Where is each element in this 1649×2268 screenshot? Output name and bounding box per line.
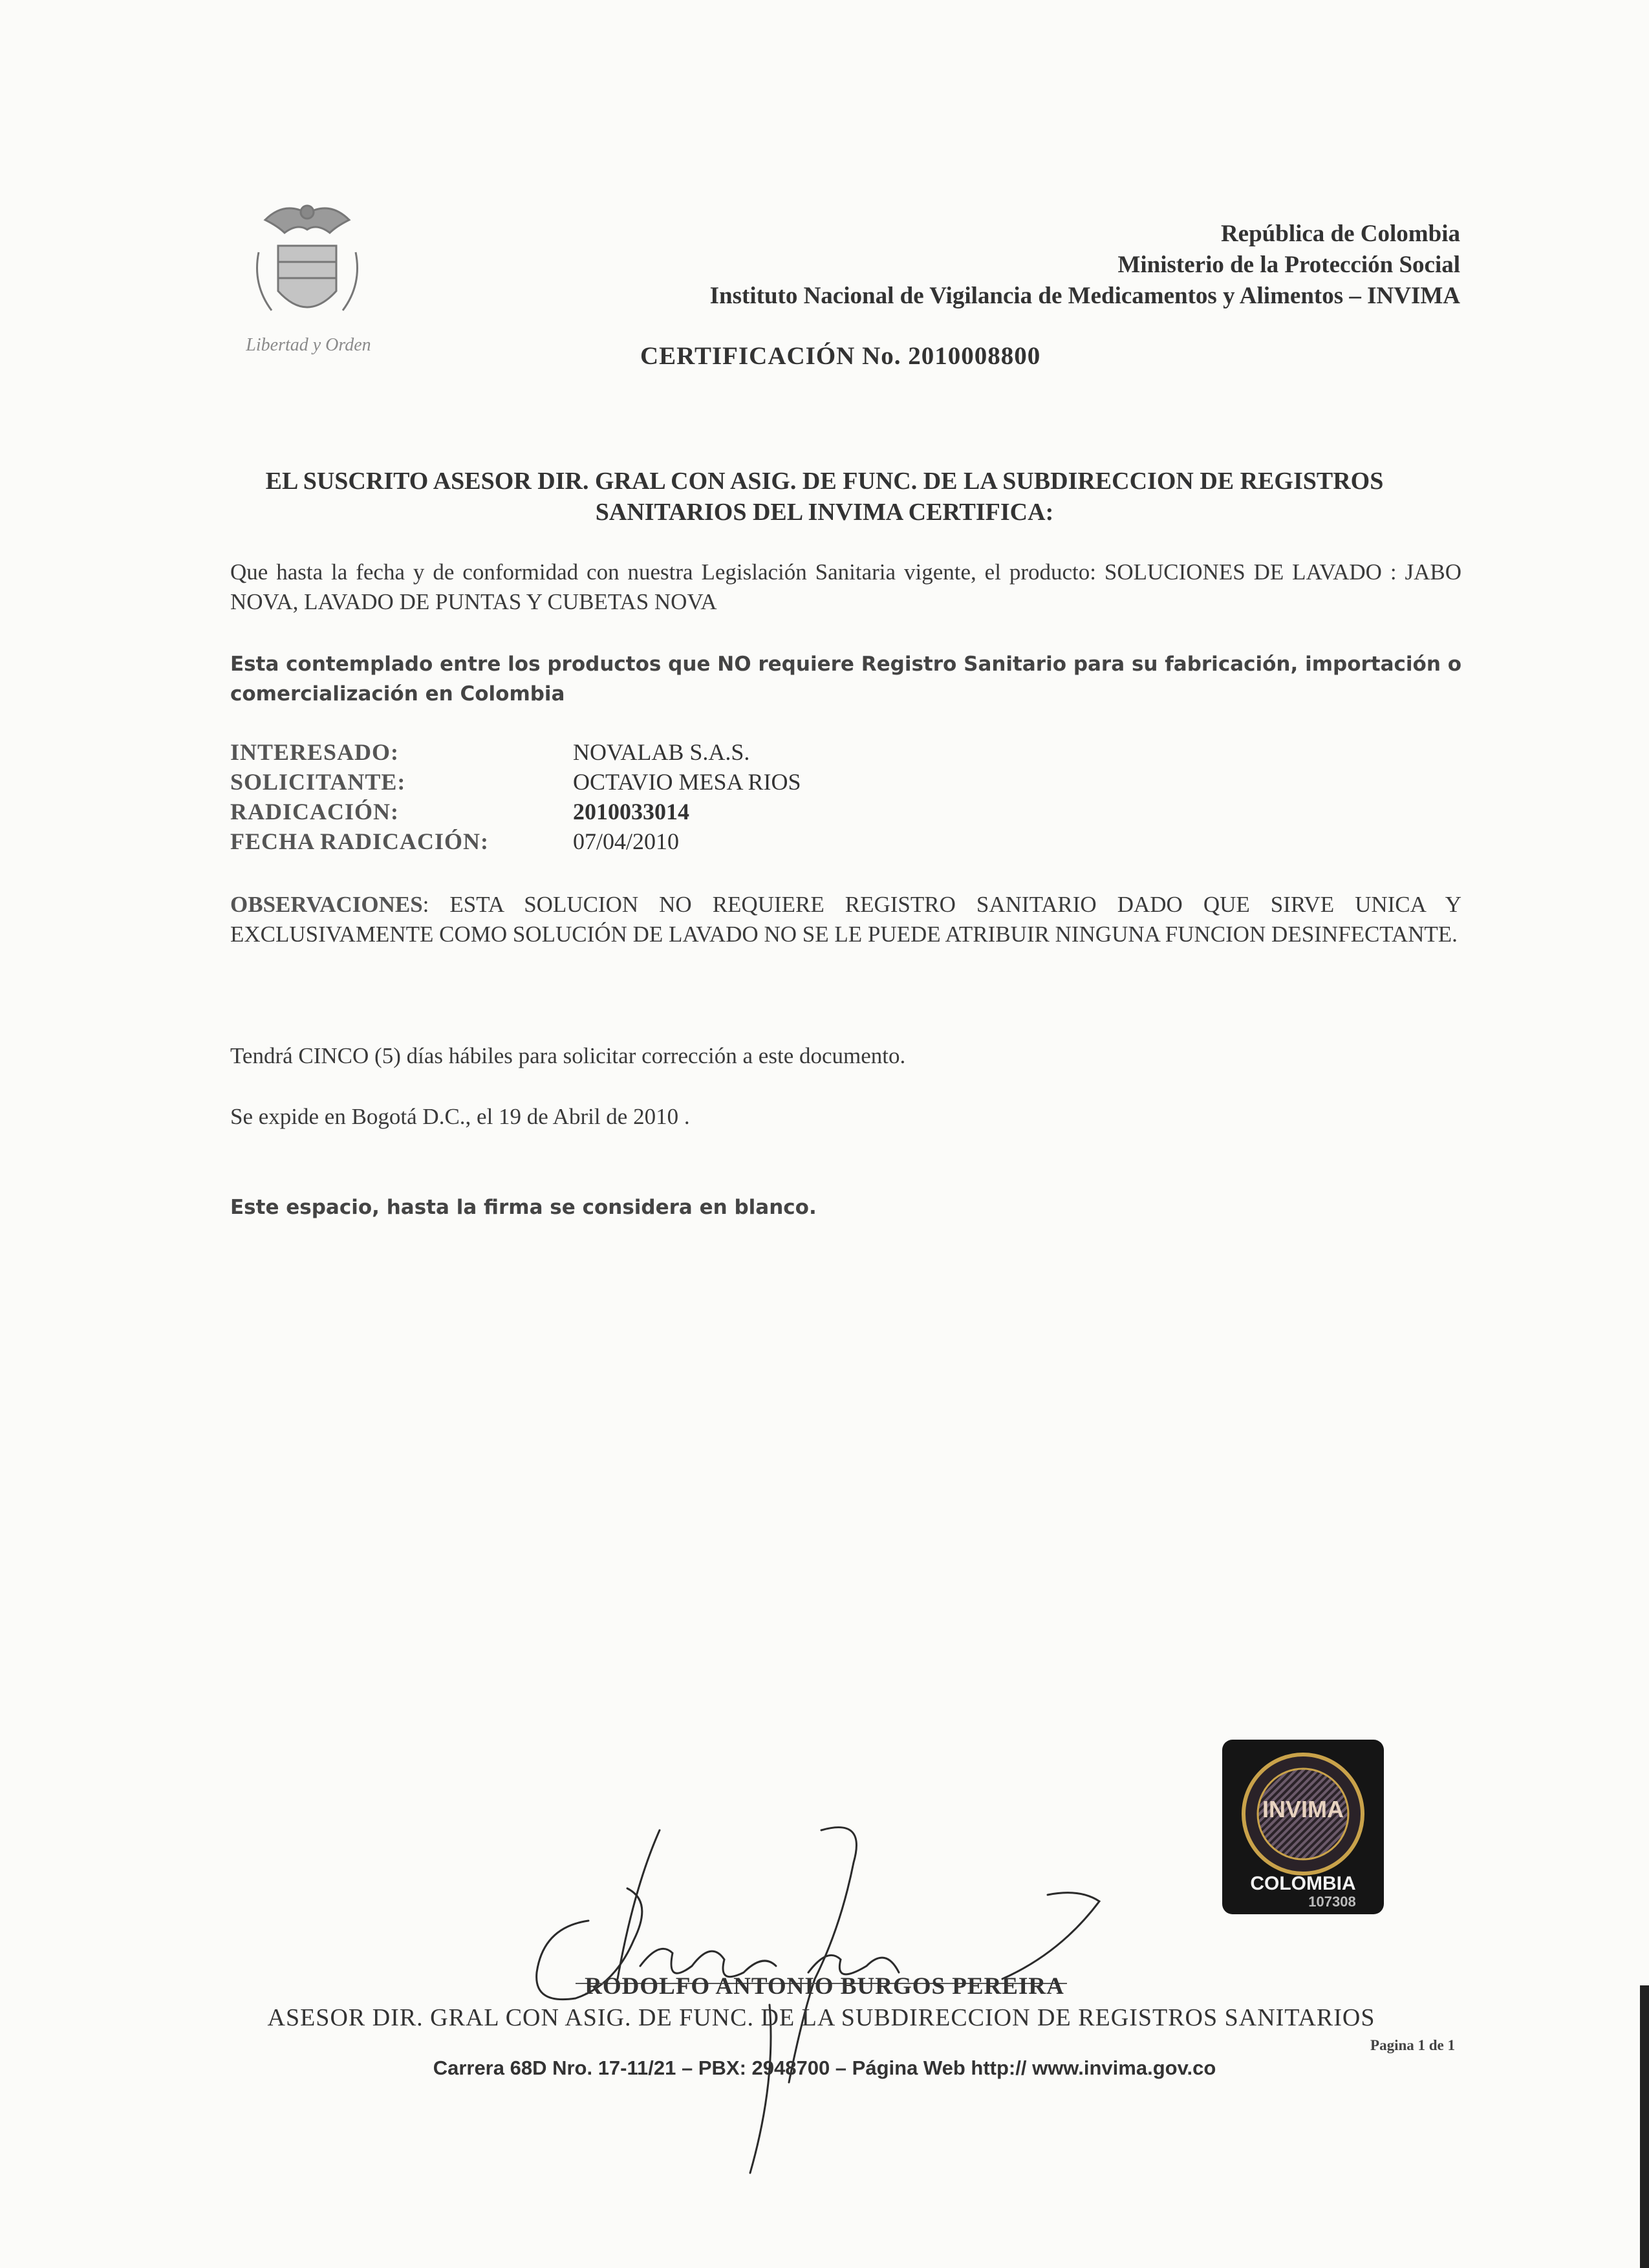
title-line-1: EL SUSCRITO ASESOR DIR. GRAL CON ASIG. DE FUNC. DE LA SUBDIRECCION DE REGISTROS (265, 468, 1384, 495)
field-value: 2010033014 (573, 799, 689, 825)
signer-title: ASESOR DIR. GRAL CON ASIG. DE FUNC. DE LA SUBDIRECCION DE REGISTROS SANITARIOS (267, 2004, 1375, 2031)
field-label: RADICACIÓN: (230, 799, 399, 825)
field-label: INTERESADO: (230, 739, 400, 765)
hologram-serial: 107308 (1308, 1894, 1356, 1910)
field-value: NOVALAB S.A.S. (573, 739, 750, 765)
field-value: 07/04/2010 (573, 828, 680, 854)
header-ministry: Ministerio de la Protección Social (1117, 252, 1460, 278)
field-value: OCTAVIO MESA RIOS (573, 769, 801, 795)
hologram-country: COLOMBIA (1250, 1873, 1356, 1894)
hologram-brand: INVIMA (1262, 1796, 1344, 1822)
footer-address: Carrera 68D Nro. 17-11/21 – PBX: 2948700 – Página Web http:// www.invima.gov.co (433, 2057, 1216, 2079)
field-row-radicacion (230, 797, 801, 826)
page-number: Pagina 1 de 1 (1370, 2037, 1455, 2053)
blank-space-notice: Este espacio, hasta la firma se considera en blanco. (230, 1196, 817, 1219)
title-line-2: SANITARIOS DEL INVIMA CERTIFICA: (595, 499, 1054, 526)
observations-label: OBSERVACIONES (230, 892, 423, 917)
certification-title (194, 466, 1455, 528)
field-label: FECHA RADICACIÓN: (230, 828, 490, 854)
correction-notice: Tendrá CINCO (5) días hábiles para solicitar corrección a este documento. (230, 1043, 906, 1068)
signer-name: RODOLFO ANTONIO BURGOS PEREIRA (585, 1973, 1064, 2000)
scan-edge-mark (1640, 1985, 1649, 2268)
status-paragraph: Esta contemplado entre los productos que NO requiere Registro Sanitario para su fabricación, importación o comercialización en Colombia (230, 653, 1461, 706)
header-republic: República de Colombia (1220, 221, 1460, 247)
issue-date: Se expide en Bogotá D.C., el 19 de Abril de 2010 . (230, 1104, 690, 1129)
field-row-fecha-radicacion (230, 826, 801, 856)
coat-of-arms-icon (239, 194, 375, 343)
field-label: SOLICITANTE: (230, 769, 406, 795)
invima-hologram (1222, 1740, 1384, 1914)
applicant-fields (230, 737, 801, 856)
observations-text: : ESTA SOLUCION NO REQUIERE REGISTRO SANITARIO DADO QUE SIRVE UNICA Y EXCLUSIVAMENTE COMO SOLUCIÓN DE LAVADO NO SE LE PUEDE ATRIBUIR NINGUNA FUNCION DESINFECTANTE. (230, 892, 1461, 947)
certification-number: CERTIFICACIÓN No. 2010008800 (640, 342, 1041, 370)
seal-motto: Libertad y Orden (246, 335, 371, 355)
product-paragraph: Que hasta la fecha y de conformidad con nuestra Legislación Sanitaria vigente, el producto: SOLUCIONES DE LAVADO : JABO NOVA, LAVADO DE PUNTAS Y CUBETAS NOVA (230, 559, 1461, 614)
observations-paragraph (230, 890, 1461, 949)
field-row-interesado (230, 737, 801, 767)
field-row-solicitante (230, 767, 801, 797)
header-institute: Instituto Nacional de Vigilancia de Medicamentos y Alimentos – INVIMA (709, 283, 1460, 309)
